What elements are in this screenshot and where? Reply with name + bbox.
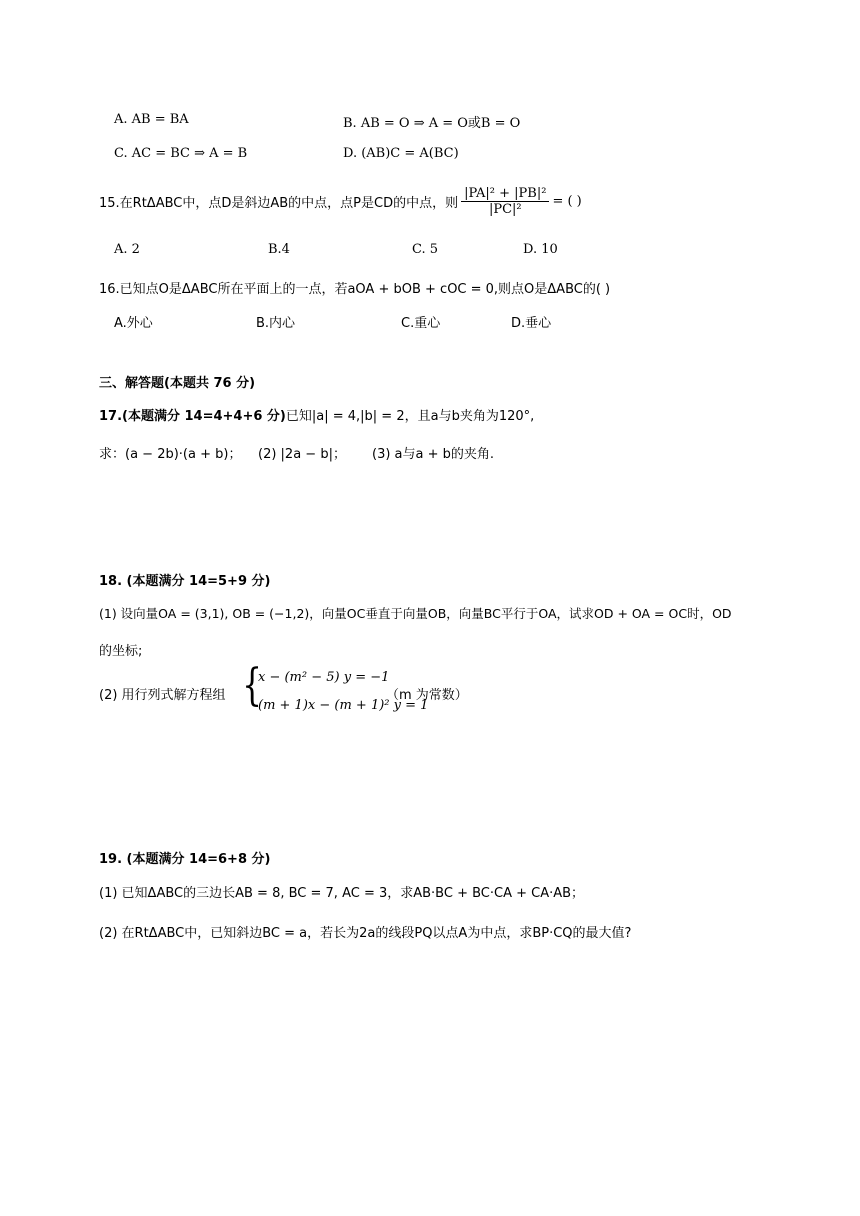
q19-part1: (1) 已知ΔABC的三边长AB = 8, BC = 7, AC = 3，求AB·BC + BC·CA + CA·AB；: [99, 886, 585, 901]
q15-option-c: C. 5: [412, 242, 439, 257]
q16-option-c: C.重心: [401, 316, 441, 331]
q17-part3: (3) a与a + b的夹角.: [372, 447, 495, 462]
equation-1: x − (m² − 5) y = −1: [258, 670, 390, 685]
q18-part1: (1) 设向量OA = (3,1), OB = (−1,2)，向量OC垂直于向量OB，向量BC平行于OA，试求OD + OA = OC时，OD: [99, 606, 732, 621]
q19-part2: (2) 在RtΔABC中，已知斜边BC = a，若长为2a的线段PQ以点A为中点，求BP·CQ的最大值?: [99, 926, 632, 941]
q14-option-d: D. (AB)C = A(BC): [343, 146, 459, 161]
q16-option-b: B.内心: [256, 316, 296, 331]
q16-stem: 16.已知点O是ΔABC所在平面上的一点，若aOA + bOB + cOC = 0,则点O是ΔABC的( ): [99, 282, 611, 297]
q17-part2: (2) |2a − b|；: [258, 447, 346, 462]
q18-part2-label: (2) 用行列式解方程组: [99, 688, 226, 703]
q19-heading: 19. (本题满分 14=6+8 分): [99, 852, 271, 867]
q15-option-a: A. 2: [114, 242, 140, 257]
q14-option-b: B. AB = O ⇒ A = O或B = O: [343, 116, 521, 131]
q15-option-b: B.4: [268, 242, 290, 257]
q16-option-d: D.垂心: [511, 316, 552, 331]
q18-heading: 18. (本题满分 14=5+9 分): [99, 574, 271, 589]
equation-2: (m + 1)x − (m + 1)² y = 1: [258, 698, 429, 713]
q17-stem: 17.(本题满分 14=4+4+6 分)已知|a| = 4,|b| = 2，且a与b夹角为120°,: [99, 409, 535, 424]
q17-part1: 求：(a − 2b)·(a + b)；: [99, 447, 242, 462]
q15-option-d: D. 10: [523, 242, 558, 257]
q16-option-a: A.外心: [114, 316, 153, 331]
section-heading: 三、解答题(本题共 76 分): [99, 376, 256, 391]
q18-constant-note: （m 为常数）: [386, 688, 468, 703]
q14-option-a: A. AB = BA: [114, 112, 189, 127]
q14-option-c: C. AC = BC ⇒ A = B: [114, 146, 248, 161]
q15-fraction: $\frac{\text{|PA|² + |PB|²}}{\text{|PC|²}}$: [461, 186, 549, 217]
q18-part1-cont: 的坐标;: [99, 644, 143, 659]
q15-stem: 15.在RtΔABC中，点D是斜边AB的中点，点P是CD的中点，则 $\frac{\text{|PA|² + |PB|²}}{\text{|PC|²}}$ = ( ): [99, 186, 582, 217]
system-brace: {: [242, 660, 262, 711]
